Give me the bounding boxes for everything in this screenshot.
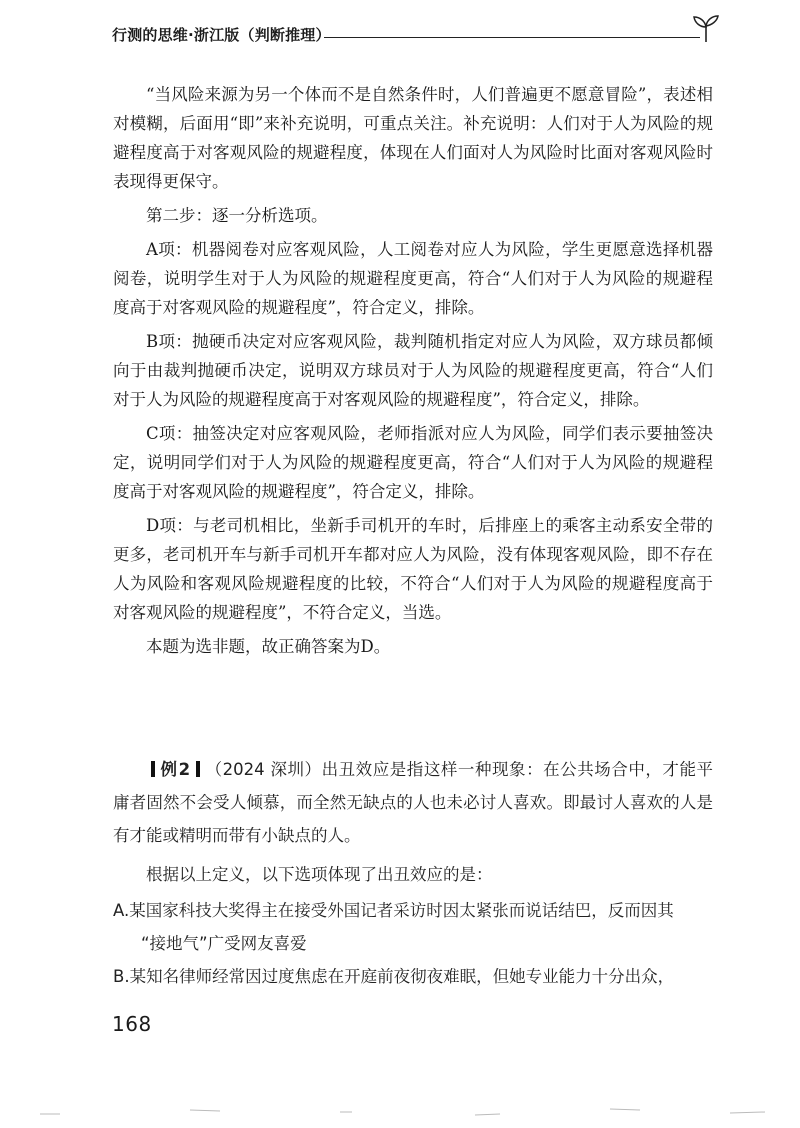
option-list	[113, 894, 713, 993]
header-rule	[324, 37, 700, 38]
option-a-continued: “接地气”广受网友喜爱	[141, 934, 307, 953]
example-definition	[113, 753, 713, 852]
paragraph-step-two: 第二步：逐一分析选项。	[146, 206, 328, 225]
paragraph-option-a: A项：机器阅卷对应客观风险，人工阅卷对应人为风险，学生更愿意选择机器阅卷，说明学生对于人为风险的规避程度更高，符合“人们对于人为风险的规避程度高于对客观风险的规避程度”，符合定义，排除。	[113, 240, 713, 317]
scan-noise	[0, 1100, 800, 1128]
paragraph-option-c: C项：抽签决定对应客观风险，老师指派对应人为风险，同学们表示要抽签决定，说明同学们对于人为风险的规避程度更高，符合“人们对于人为风险的规避程度高于对客观风险的规避程度”，符合定义，排除。	[113, 424, 713, 501]
option-a-label: A.	[113, 901, 130, 920]
option-b	[113, 960, 713, 993]
running-header	[112, 24, 712, 48]
option-a	[113, 894, 713, 927]
paragraph-answer: 本题为选非题，故正确答案为D。	[146, 637, 391, 656]
paragraph-definition-note: “当风险来源为另一个体而不是自然条件时，人们普遍更不愿意冒险”，表述相对模糊，后面用“即”来补充说明，可重点关注。补充说明：人们对于人为风险的规避程度高于对客观风险的规避程度，体现在人们面对人为风险时比面对客观风险时表现得更保守。	[113, 85, 713, 191]
page-number: 168	[112, 1012, 152, 1036]
example-definition-text: 出丑效应是指这样一种现象：在公共场合中，才能平庸者固然不会受人倾慕，而全然无缺点的人也未必讨人喜欢。即最讨人喜欢的人是有才能或精明而带有小缺点的人。	[113, 760, 714, 845]
tag-bar-left	[151, 761, 155, 777]
option-a-text: 某国家科技大奖得主在接受外国记者采访时因太紧张而说话结巴，反而因其	[129, 901, 674, 920]
explanation-body	[113, 80, 713, 666]
option-b-label: B.	[113, 967, 130, 986]
paragraph-option-b: B项：抛硬币决定对应客观风险，裁判随机指定对应人为风险，双方球员都倾向于由裁判抛硬币决定，说明双方球员对于人为风险的规避程度更高，符合“人们对于人为风险的规避程度高于对客观风险的规避程度”，符合定义，排除。	[113, 332, 713, 409]
question-stem	[113, 858, 713, 891]
example-source: （2024 深圳）	[205, 760, 322, 779]
tag-bar-right	[196, 761, 200, 777]
option-b-text: 某知名律师经常因过度焦虑在开庭前夜彻夜难眠，但她专业能力十分出众，	[129, 967, 675, 986]
paragraph-option-d: D项：与老司机相比，坐新手司机开的车时，后排座上的乘客主动系安全带的更多，老司机开车与新手司机开车都对应人为风险，没有体现客观风险，即不存在人为风险和客观风险规避程度的比较，不符合“人们对于人为风险的规避程度高于对客观风险的规避程度”，不符合定义，当选。	[113, 516, 713, 622]
sprout-icon	[690, 14, 722, 44]
example-tag: 例2	[160, 760, 192, 779]
question-stem-text: 根据以上定义，以下选项体现了出丑效应的是：	[146, 865, 493, 884]
book-title: 行测的思维·浙江版（判断推理）	[112, 26, 331, 44]
